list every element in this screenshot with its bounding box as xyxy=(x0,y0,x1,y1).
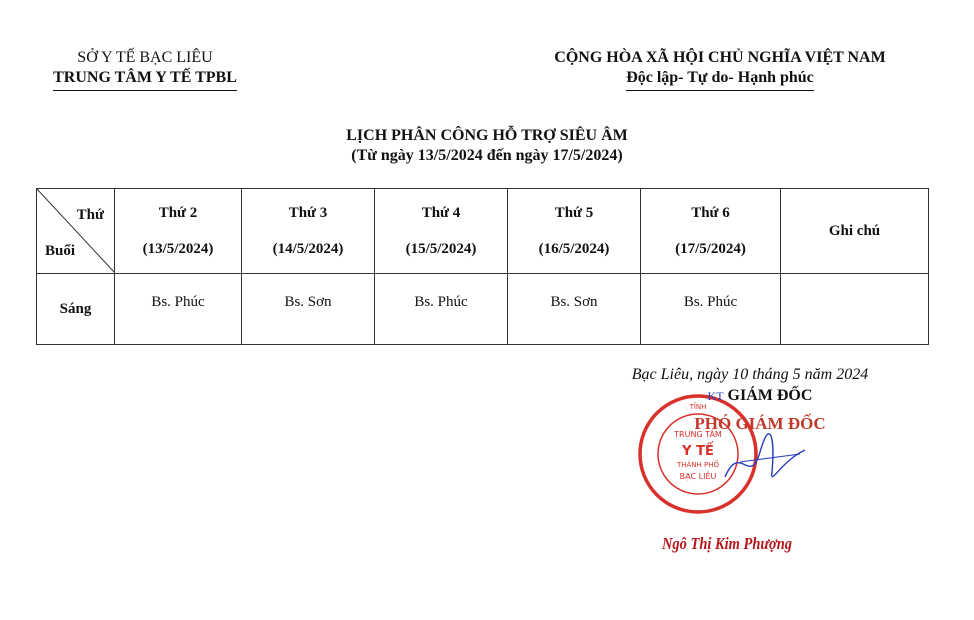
assignment-cell: Bs. Sơn xyxy=(508,274,641,345)
day-header: Thứ 2 (13/5/2024) xyxy=(115,189,242,274)
svg-text:BẠC LIÊU: BẠC LIÊU xyxy=(679,472,717,481)
title-main: LỊCH PHÂN CÔNG HỖ TRỢ SIÊU ÂM xyxy=(346,127,628,144)
schedule-table xyxy=(36,188,929,345)
sign-role: PHÓ GIÁM ĐỐC xyxy=(694,414,826,433)
day-header: Thứ 6 (17/5/2024) xyxy=(641,189,781,274)
nation-block xyxy=(520,48,920,91)
agency-name: TRUNG TÂM Y TẾ TPBL xyxy=(53,68,237,91)
agency-block xyxy=(40,48,250,91)
note-header: Ghi chú xyxy=(781,189,929,274)
session-cell: Sáng xyxy=(37,274,115,345)
day-header: Thứ 4 (15/5/2024) xyxy=(375,189,508,274)
sign-director-line xyxy=(690,387,830,405)
note-cell xyxy=(781,274,929,345)
document-title xyxy=(0,126,974,166)
nation-name: CỘNG HÒA XÃ HỘI CHỦ NGHĨA VIỆT NAM xyxy=(554,49,886,66)
day-header: Thứ 5 (16/5/2024) xyxy=(508,189,641,274)
day-header: Thứ 3 (14/5/2024) xyxy=(242,189,375,274)
title-range: (Từ ngày 13/5/2024 đến ngày 17/5/2024) xyxy=(351,147,623,164)
sign-place-date: Bạc Liêu, ngày 10 tháng 5 năm 2024 xyxy=(631,366,869,383)
svg-text:THÀNH PHỐ: THÀNH PHỐ xyxy=(676,461,720,469)
svg-text:TỈNH: TỈNH xyxy=(689,403,707,411)
handwritten-signature xyxy=(720,432,810,492)
assignment-cell: Bs. Phúc xyxy=(375,274,508,345)
diagonal-line xyxy=(37,189,115,273)
corner-session-label: Buổi xyxy=(45,243,76,259)
signer-name: Ngô Thị Kim Phượng xyxy=(662,534,793,553)
corner-cell xyxy=(37,189,115,274)
svg-text:TRUNG TÂM: TRUNG TÂM xyxy=(674,430,722,439)
table-header-row xyxy=(37,189,929,274)
assignment-cell: Bs. Sơn xyxy=(242,274,375,345)
kt-mark: KT xyxy=(707,389,724,403)
corner-day-label: Thứ xyxy=(76,207,104,223)
svg-text:Y TẾ: Y TẾ xyxy=(682,444,714,459)
motto: Độc lập- Tự do- Hạnh phúc xyxy=(626,68,814,91)
assignment-cell: Bs. Phúc xyxy=(115,274,242,345)
agency-parent: SỞ Y TẾ BẠC LIÊU xyxy=(77,49,213,66)
table-row xyxy=(37,274,929,345)
director-title: GIÁM ĐỐC xyxy=(727,387,813,404)
assignment-cell: Bs. Phúc xyxy=(641,274,781,345)
